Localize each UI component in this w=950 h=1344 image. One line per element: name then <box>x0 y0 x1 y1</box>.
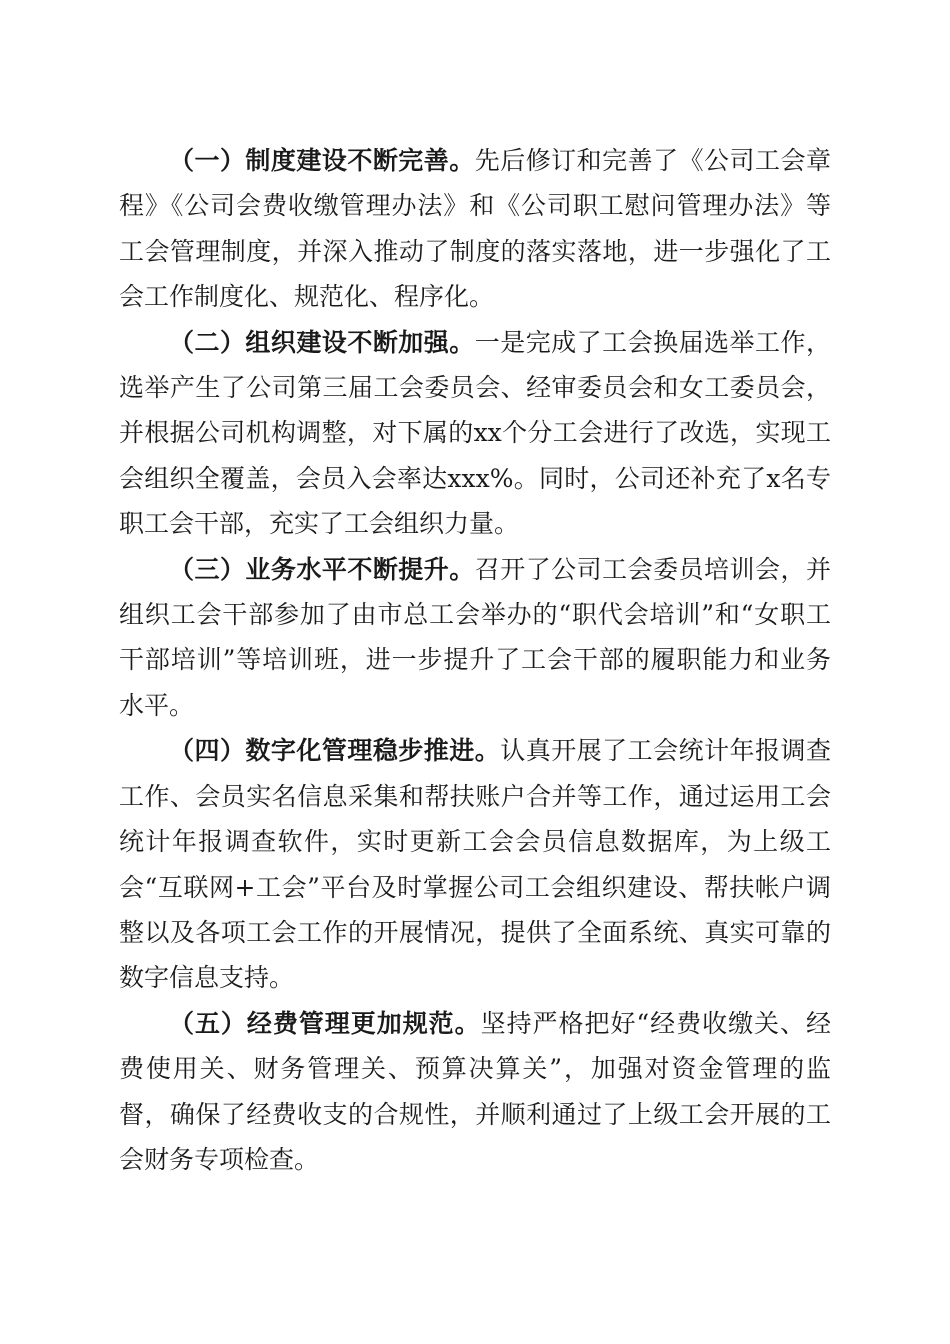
document-body <box>119 138 831 1182</box>
paragraph-text: 认真开展了工会统计年报调查工作、会员实名信息采集和帮扶账户合并等工作，通过运用工会统计年报调查软件，实时更新工会会员信息数据库，为上级工会“互联网+工会”平台及时掌握公司工会组织建设、帮扶帐户调整以及各项工会工作的开展情况，提供了全面系统、真实可靠的数字信息支持。 <box>119 736 831 993</box>
paragraph-text: 先后修订和完善了《公司工会章程》《公司会费收缴管理办法》和《公司职工慰问管理办法》等工会管理制度，并深入推动了制度的落实落地，进一步强化了工会工作制度化、规范化、程序化。 <box>119 146 831 312</box>
paragraph-text: 召开了公司工会委员培训会，并组织工会干部参加了由市总工会举办的“职代会培训”和“女职工干部培训”等培训班，进一步提升了工会干部的履职能力和业务水平。 <box>119 554 831 720</box>
paragraph-digital-management <box>119 728 831 1000</box>
paragraph-text: 一是完成了工会换届选举工作，选举产生了公司第三届工会委员会、经审委员会和女工委员会，并根据公司机构调整，对下属的xx个分工会进行了改选，实现工会组织全覆盖，会员入会率达xxx%。同时，公司还补充了x名专职工会干部，充实了工会组织力量。 <box>119 327 831 539</box>
paragraph-text: 坚持严格把好“经费收缴关、经费使用关、财务管理关、预算决算关”，加强对资金管理的监督，确保了经费收支的合规性，并顺利通过了上级工会开展的工会财务专项检查。 <box>119 1008 831 1174</box>
paragraph-business-level <box>119 547 831 729</box>
paragraph-funds-management <box>119 1001 831 1183</box>
paragraph-heading: （四）数字化管理稳步推进。 <box>169 736 501 766</box>
paragraph-heading: （一）制度建设不断完善。 <box>169 146 475 175</box>
paragraph-system-building <box>119 138 831 320</box>
paragraph-organization-building <box>119 320 831 547</box>
paragraph-heading: （三）业务水平不断提升。 <box>169 554 475 584</box>
paragraph-heading: （五）经费管理更加规范。 <box>169 1008 481 1038</box>
paragraph-heading: （二）组织建设不断加强。 <box>169 327 475 357</box>
